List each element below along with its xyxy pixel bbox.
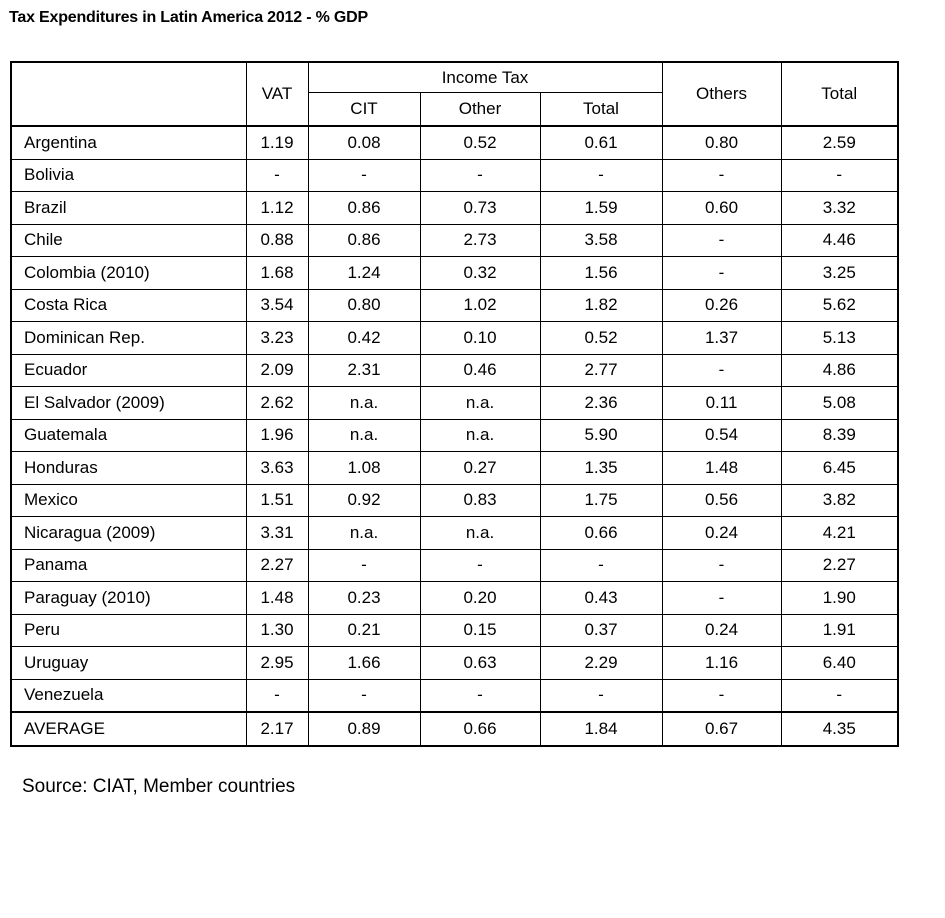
others-cell: -	[662, 679, 781, 712]
country-cell: Chile	[11, 224, 246, 257]
others-cell: -	[662, 257, 781, 290]
average-total: 4.35	[781, 712, 898, 746]
country-cell: Nicaragua (2009)	[11, 517, 246, 550]
header-income-tax: Income Tax	[308, 62, 662, 93]
total-cell: 4.21	[781, 517, 898, 550]
country-cell: Ecuador	[11, 354, 246, 387]
vat-cell: -	[246, 679, 308, 712]
other-cell: 1.02	[420, 289, 540, 322]
cit-cell: 0.92	[308, 484, 420, 517]
total-cell: 3.32	[781, 192, 898, 225]
cit-cell: 0.08	[308, 126, 420, 159]
others-cell: 0.54	[662, 419, 781, 452]
country-cell: Argentina	[11, 126, 246, 159]
cit-cell: -	[308, 549, 420, 582]
others-cell: -	[662, 549, 781, 582]
vat-cell: 3.23	[246, 322, 308, 355]
table-body	[11, 126, 898, 746]
header-income-total: Total	[540, 93, 662, 127]
country-cell: El Salvador (2009)	[11, 387, 246, 420]
header-total: Total	[781, 62, 898, 126]
total-cell: -	[781, 679, 898, 712]
country-cell: Uruguay	[11, 647, 246, 680]
header-others: Others	[662, 62, 781, 126]
cit-cell: -	[308, 679, 420, 712]
header-cit: CIT	[308, 93, 420, 127]
total-cell: 6.45	[781, 452, 898, 485]
income-total-cell: 0.37	[540, 614, 662, 647]
other-cell: 0.73	[420, 192, 540, 225]
cit-cell: 0.80	[308, 289, 420, 322]
other-cell: 0.83	[420, 484, 540, 517]
income-total-cell: 0.61	[540, 126, 662, 159]
others-cell: 0.56	[662, 484, 781, 517]
table-row	[11, 192, 898, 225]
table-row	[11, 679, 898, 712]
total-cell: 4.46	[781, 224, 898, 257]
average-cit: 0.89	[308, 712, 420, 746]
header-country-blank	[11, 62, 246, 126]
income-total-cell: 1.56	[540, 257, 662, 290]
income-total-cell: 0.52	[540, 322, 662, 355]
cit-cell: 0.86	[308, 192, 420, 225]
others-cell: -	[662, 224, 781, 257]
other-cell: n.a.	[420, 419, 540, 452]
table-row	[11, 289, 898, 322]
vat-cell: 2.09	[246, 354, 308, 387]
income-total-cell: 5.90	[540, 419, 662, 452]
vat-cell: 1.96	[246, 419, 308, 452]
other-cell: 0.27	[420, 452, 540, 485]
vat-cell: 1.51	[246, 484, 308, 517]
table-row	[11, 159, 898, 192]
page-title: Tax Expenditures in Latin America 2012 - % GDP	[9, 9, 368, 26]
others-cell: 0.60	[662, 192, 781, 225]
cit-cell: 0.42	[308, 322, 420, 355]
other-cell: 0.46	[420, 354, 540, 387]
vat-cell: 2.27	[246, 549, 308, 582]
average-others: 0.67	[662, 712, 781, 746]
others-cell: 1.48	[662, 452, 781, 485]
income-total-cell: 2.29	[540, 647, 662, 680]
others-cell: 0.11	[662, 387, 781, 420]
cit-cell: -	[308, 159, 420, 192]
total-cell: 5.13	[781, 322, 898, 355]
other-cell: 0.10	[420, 322, 540, 355]
other-cell: -	[420, 679, 540, 712]
country-cell: Colombia (2010)	[11, 257, 246, 290]
others-cell: -	[662, 354, 781, 387]
total-cell: -	[781, 159, 898, 192]
country-cell: Panama	[11, 549, 246, 582]
average-label: AVERAGE	[11, 712, 246, 746]
others-cell: 1.37	[662, 322, 781, 355]
cit-cell: 0.23	[308, 582, 420, 615]
others-cell: -	[662, 582, 781, 615]
country-cell: Honduras	[11, 452, 246, 485]
other-cell: -	[420, 549, 540, 582]
total-cell: 1.91	[781, 614, 898, 647]
total-cell: 6.40	[781, 647, 898, 680]
income-total-cell: 2.36	[540, 387, 662, 420]
country-cell: Venezuela	[11, 679, 246, 712]
tax-expenditures-table	[10, 61, 899, 747]
other-cell: 0.15	[420, 614, 540, 647]
others-cell: 0.24	[662, 614, 781, 647]
table-row	[11, 354, 898, 387]
table-row	[11, 452, 898, 485]
total-cell: 3.25	[781, 257, 898, 290]
vat-cell: 0.88	[246, 224, 308, 257]
cit-cell: 1.24	[308, 257, 420, 290]
cit-cell: 1.66	[308, 647, 420, 680]
total-cell: 8.39	[781, 419, 898, 452]
income-total-cell: 1.35	[540, 452, 662, 485]
country-cell: Bolivia	[11, 159, 246, 192]
vat-cell: 2.62	[246, 387, 308, 420]
cit-cell: 0.86	[308, 224, 420, 257]
other-cell: n.a.	[420, 387, 540, 420]
country-cell: Peru	[11, 614, 246, 647]
cit-cell: n.a.	[308, 517, 420, 550]
total-cell: 5.08	[781, 387, 898, 420]
income-total-cell: 1.82	[540, 289, 662, 322]
country-cell: Costa Rica	[11, 289, 246, 322]
vat-cell: 3.63	[246, 452, 308, 485]
vat-cell: 1.19	[246, 126, 308, 159]
table-row	[11, 419, 898, 452]
vat-cell: 3.54	[246, 289, 308, 322]
other-cell: 0.52	[420, 126, 540, 159]
cit-cell: 0.21	[308, 614, 420, 647]
others-cell: -	[662, 159, 781, 192]
country-cell: Mexico	[11, 484, 246, 517]
total-cell: 1.90	[781, 582, 898, 615]
total-cell: 2.27	[781, 549, 898, 582]
income-total-cell: 0.43	[540, 582, 662, 615]
other-cell: n.a.	[420, 517, 540, 550]
vat-cell: 1.12	[246, 192, 308, 225]
country-cell: Dominican Rep.	[11, 322, 246, 355]
table-row	[11, 549, 898, 582]
average-vat: 2.17	[246, 712, 308, 746]
total-cell: 4.86	[781, 354, 898, 387]
header-vat: VAT	[246, 62, 308, 126]
others-cell: 0.26	[662, 289, 781, 322]
cit-cell: 2.31	[308, 354, 420, 387]
table-row	[11, 647, 898, 680]
header-other: Other	[420, 93, 540, 127]
total-cell: 2.59	[781, 126, 898, 159]
table-row	[11, 322, 898, 355]
country-cell: Paraguay (2010)	[11, 582, 246, 615]
table-row	[11, 257, 898, 290]
income-total-cell: -	[540, 549, 662, 582]
income-total-cell: 0.66	[540, 517, 662, 550]
table-row	[11, 517, 898, 550]
table-row	[11, 224, 898, 257]
table-row	[11, 387, 898, 420]
other-cell: 0.20	[420, 582, 540, 615]
vat-cell: 3.31	[246, 517, 308, 550]
source-note: Source: CIAT, Member countries	[22, 776, 296, 797]
income-total-cell: -	[540, 159, 662, 192]
cit-cell: n.a.	[308, 419, 420, 452]
cit-cell: n.a.	[308, 387, 420, 420]
table-row	[11, 614, 898, 647]
table-row	[11, 484, 898, 517]
other-cell: 0.32	[420, 257, 540, 290]
vat-cell: -	[246, 159, 308, 192]
other-cell: 2.73	[420, 224, 540, 257]
cit-cell: 1.08	[308, 452, 420, 485]
total-cell: 3.82	[781, 484, 898, 517]
other-cell: 0.63	[420, 647, 540, 680]
others-cell: 0.24	[662, 517, 781, 550]
country-cell: Brazil	[11, 192, 246, 225]
table-row	[11, 126, 898, 159]
other-cell: -	[420, 159, 540, 192]
vat-cell: 1.30	[246, 614, 308, 647]
income-total-cell: 2.77	[540, 354, 662, 387]
income-total-cell: 1.59	[540, 192, 662, 225]
income-total-cell: 1.75	[540, 484, 662, 517]
income-total-cell: -	[540, 679, 662, 712]
average-other: 0.66	[420, 712, 540, 746]
vat-cell: 1.68	[246, 257, 308, 290]
country-cell: Guatemala	[11, 419, 246, 452]
income-total-cell: 3.58	[540, 224, 662, 257]
average-row	[11, 712, 898, 746]
vat-cell: 2.95	[246, 647, 308, 680]
table-row	[11, 582, 898, 615]
others-cell: 0.80	[662, 126, 781, 159]
average-income-total: 1.84	[540, 712, 662, 746]
vat-cell: 1.48	[246, 582, 308, 615]
total-cell: 5.62	[781, 289, 898, 322]
others-cell: 1.16	[662, 647, 781, 680]
